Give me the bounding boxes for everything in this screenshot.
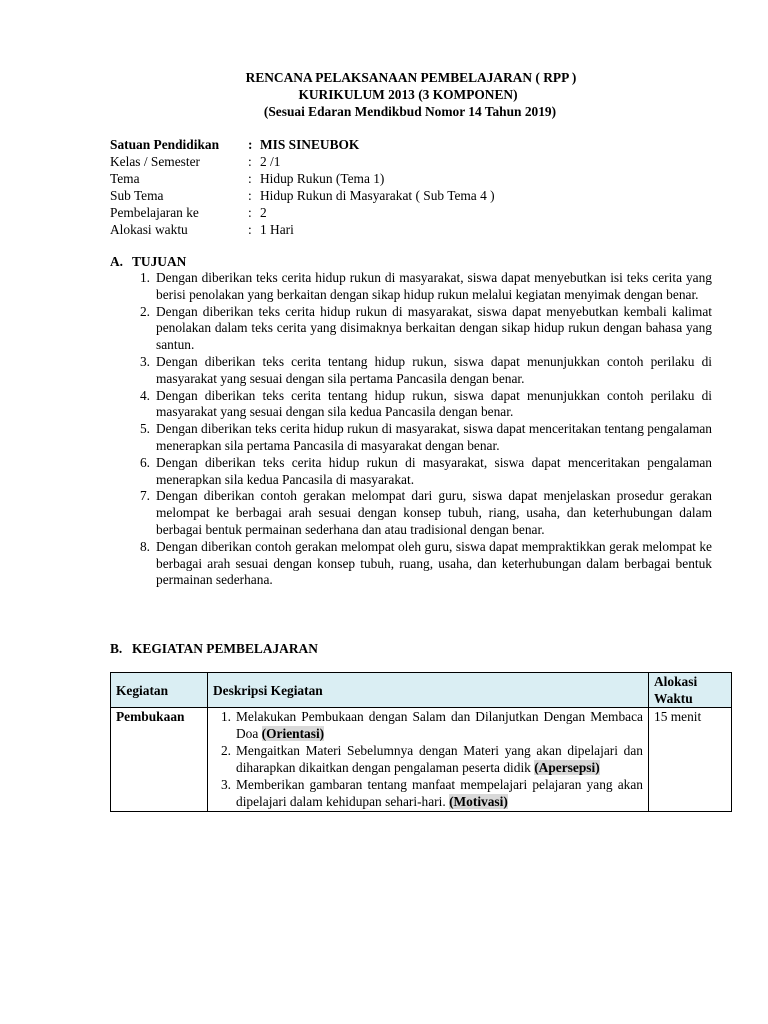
info-value: 2: [260, 205, 267, 220]
section-a-heading: [110, 253, 186, 270]
header-title: RENCANA PELAKSANAAN PEMBELAJARAN ( RPP ): [245, 70, 577, 85]
list-item-number: 2.: [139, 303, 150, 319]
list-item: [213, 708, 643, 742]
list-item-number: 2.: [220, 743, 231, 758]
list-item-text: Dengan diberikan teks cerita tentang hidup rukun, siswa dapat menunjukkan contoh perilaku di masyarakat yang sesuai dengan sila kedua Pancasila dengan benar.: [156, 387, 712, 420]
info-row: [110, 204, 495, 221]
info-separator: :: [248, 205, 252, 220]
document-header: [0, 69, 768, 120]
list-item: [110, 539, 712, 589]
info-label: Pembelajaran ke: [110, 205, 199, 220]
list-item: [110, 270, 712, 304]
list-item-text: Dengan diberikan contoh gerakan melompat oleh guru, siswa dapat mempraktikkan gerak melompat ke berbagai arah sesuai dengan konsep tubuh, ruang, usaha, dan keterhubungan dalam berbagai bentuk permainan sederhana.: [156, 538, 712, 588]
info-value: Hidup Rukun (Tema 1): [260, 171, 385, 186]
list-item-number: 1.: [139, 270, 150, 285]
list-item-number: 1.: [220, 709, 231, 724]
info-separator: :: [248, 154, 252, 169]
list-item-text: Dengan diberikan teks cerita hidup rukun di masyarakat, siswa dapat menceritakan tentang pengalaman menerapkan sila pertama Pancasila di masyarakat dengan benar.: [156, 421, 712, 453]
info-label: Tema: [110, 171, 140, 186]
list-item-text: Dengan diberikan teks cerita tentang hidup rukun, siswa dapat menunjukkan contoh perilaku di masyarakat yang sesuai dengan sila pertama Pancasila dengan benar.: [156, 353, 712, 386]
list-item-text: [236, 742, 643, 776]
activities-table: [110, 672, 732, 812]
highlight-label: (Apersepsi): [534, 760, 600, 775]
info-separator: :: [248, 171, 252, 186]
info-row: [110, 136, 495, 153]
info-separator: :: [248, 188, 252, 203]
section-a-letter: A.: [110, 254, 124, 269]
list-item-body: Mengaitkan Materi Sebelumnya dengan Materi yang akan dipelajari dan diharapkan dikaitkan dengan pengalaman peserta didik: [236, 743, 643, 775]
highlight-label: (Motivasi): [449, 794, 508, 809]
section-b-heading: [110, 640, 318, 657]
header-curriculum: KURIKULUM 2013 (3 KOMPONEN): [298, 87, 518, 102]
cell-kegiatan: Pembukaan: [111, 708, 208, 812]
header-kegiatan: Kegiatan: [111, 673, 208, 708]
section-b-letter: B.: [110, 641, 123, 656]
highlight-label: (Orientasi): [261, 726, 325, 741]
list-item: [110, 455, 712, 489]
list-item-text: [236, 776, 643, 810]
list-item: [110, 388, 712, 422]
list-item: [110, 354, 712, 388]
list-item-number: 3.: [139, 353, 150, 369]
objectives-list: [110, 270, 712, 589]
cell-alokasi: 15 menit: [649, 708, 732, 812]
info-value: MIS SINEUBOK: [260, 137, 360, 152]
section-b-title: KEGIATAN PEMBELAJARAN: [132, 641, 318, 656]
list-item: [213, 742, 643, 776]
list-item-number: 6.: [139, 454, 150, 470]
info-value: 1 Hari: [260, 222, 294, 237]
list-item-text: [236, 708, 643, 742]
info-label: Sub Tema: [110, 188, 164, 203]
info-value: Hidup Rukun di Masyarakat ( Sub Tema 4 ): [260, 188, 495, 203]
list-item-text: Dengan diberikan teks cerita hidup rukun di masyarakat, siswa dapat menceritakan pengalaman menerapkan sila kedua Pancasila di masyarakat.: [156, 454, 712, 487]
list-item-number: 5.: [139, 421, 150, 437]
table-header-row: [111, 673, 732, 708]
section-a-title: TUJUAN: [132, 254, 187, 269]
list-item: [110, 304, 712, 354]
list-item-number: 8.: [139, 538, 150, 554]
list-item-body: Melakukan Pembukaan dengan Salam dan Dilanjutkan Dengan Membaca Doa: [236, 709, 643, 741]
info-label: Alokasi waktu: [110, 222, 188, 237]
info-label: Satuan Pendidikan: [110, 137, 220, 152]
header-reference: (Sesuai Edaran Mendikbud Nomor 14 Tahun 2019): [263, 104, 557, 119]
table-row: [111, 708, 732, 812]
header-deskripsi: Deskripsi Kegiatan: [208, 673, 649, 708]
list-item-body: Memberikan gambaran tentang manfaat mempelajari pelajaran yang akan dipelajari dalam kehidupan sehari-hari.: [236, 777, 643, 809]
info-row: [110, 187, 495, 204]
info-label: Kelas / Semester: [110, 154, 200, 169]
info-separator: :: [248, 222, 252, 237]
info-value: 2 /1: [260, 154, 281, 169]
list-item-text: Dengan diberikan contoh gerakan melompat dari guru, siswa dapat menjelaskan prosedur gerakan melompat ke berbagai arah sesuai dengan konsep tubuh, riang, usaha, dan keterhubungan dalam berbagai bentuk permainan sederhana dan atau tradisional dengan benar.: [156, 488, 712, 537]
list-item-text: Dengan diberikan teks cerita hidup rukun di masyarakat, siswa dapat menyebutkan kembali kalimat penolakan dalam teks cerita yang disimaknya berkaitan dengan sikap hidup rukun dengan bahasa yang santun.: [156, 303, 712, 353]
list-item: [110, 488, 712, 538]
list-item-number: 4.: [139, 387, 150, 403]
info-row: [110, 170, 495, 187]
list-item: [110, 421, 712, 455]
identity-block: [110, 136, 495, 238]
header-alokasi: Alokasi Waktu: [649, 673, 732, 708]
list-item-number: 3.: [220, 777, 231, 792]
info-row: [110, 153, 495, 170]
cell-deskripsi: [208, 708, 649, 812]
info-separator: :: [248, 137, 253, 152]
list-item-text: Dengan diberikan teks cerita hidup rukun di masyarakat, siswa dapat menyebutkan isi teks cerita yang berisi penolakan yang berkaitan dengan sikap hidup rukun melalui kegiatan menyimak dengan benar.: [156, 270, 712, 302]
info-row: [110, 221, 495, 238]
list-item: [213, 776, 643, 810]
list-item-number: 7.: [139, 488, 150, 504]
